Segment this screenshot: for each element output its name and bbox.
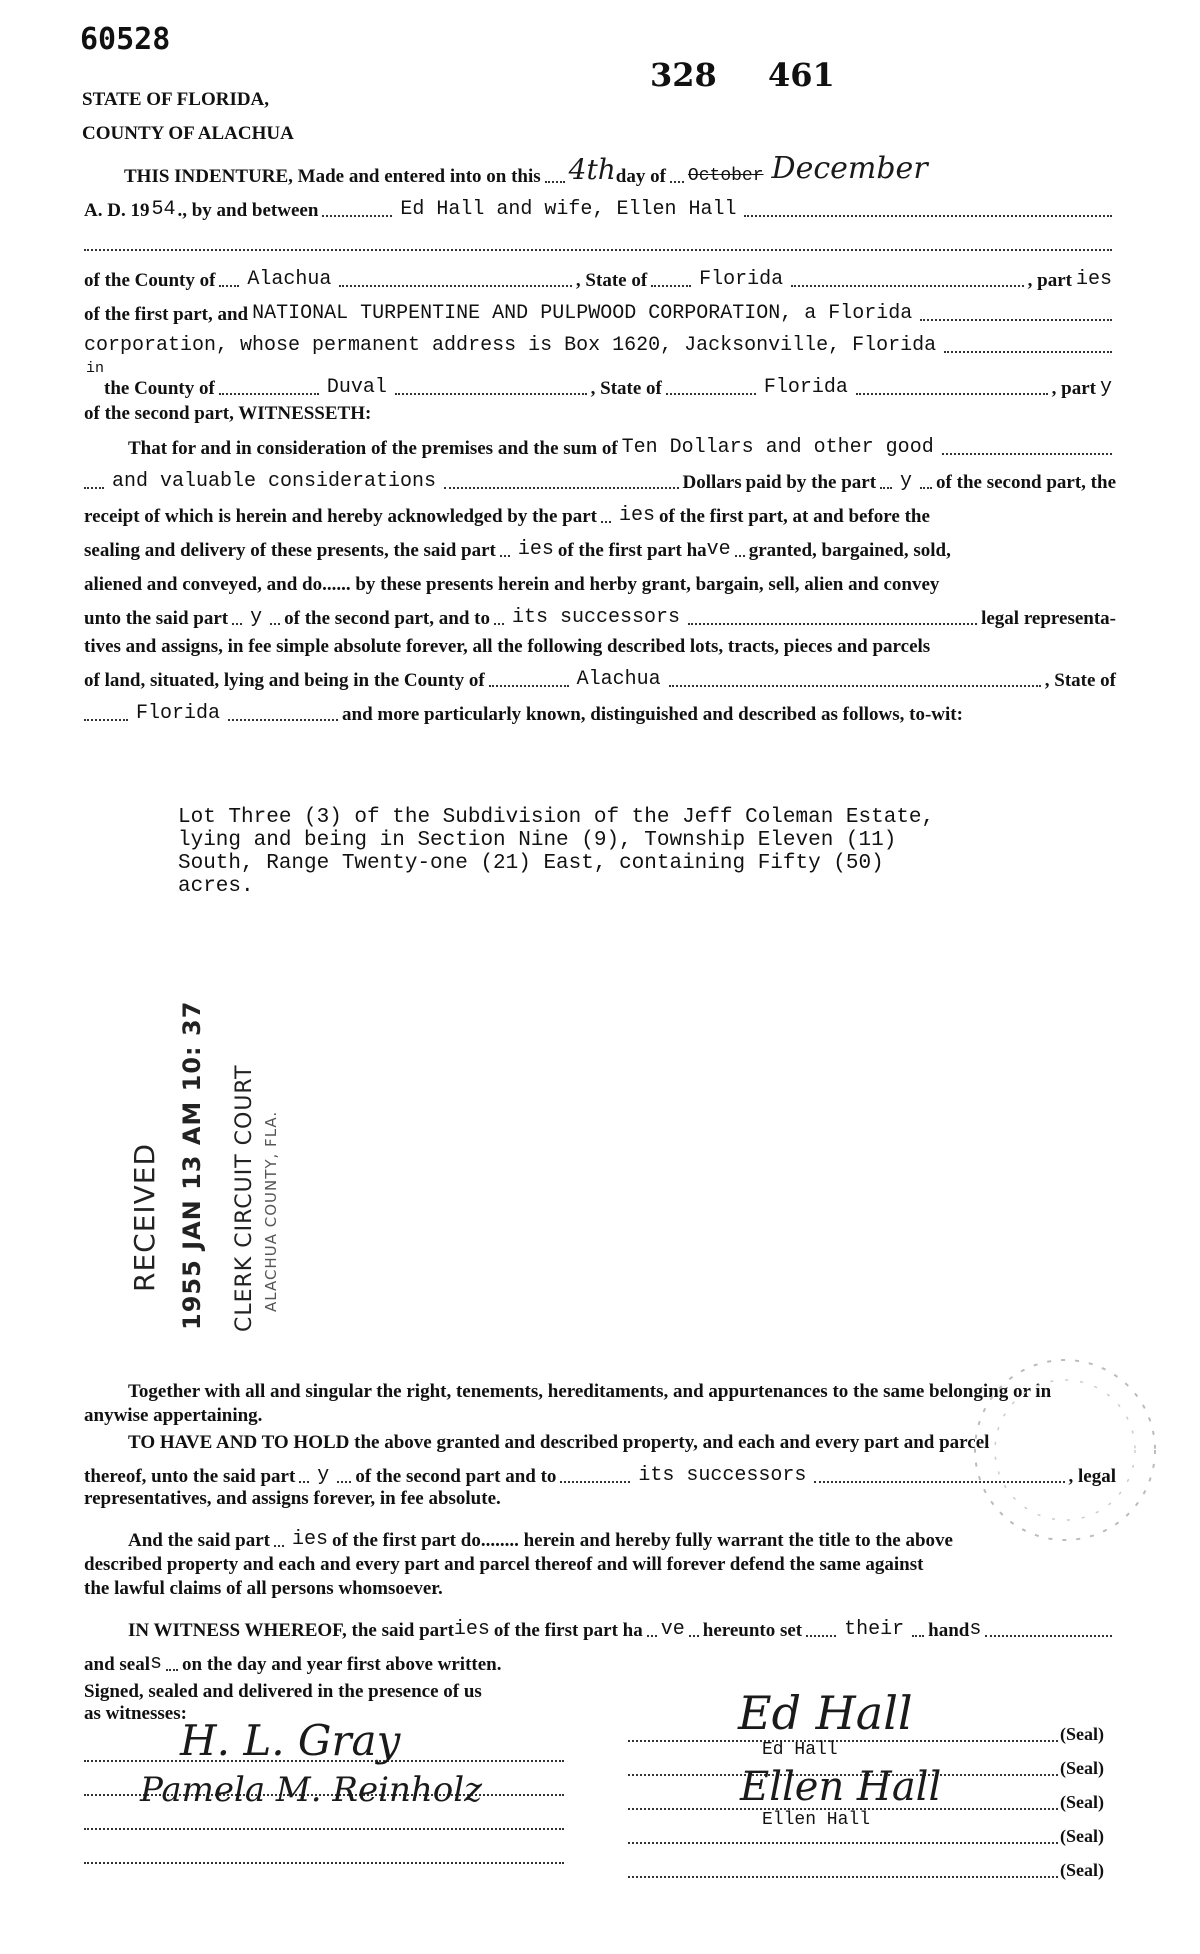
witnesseth: of the second part, WITNESSETH: [84,403,372,424]
second-party-county: Duval [326,376,387,399]
receipt-b: of the first part, at and before the [659,506,930,527]
witness1-signature: H. L. Gray [180,1716,401,1765]
ad-prefix: A. D. 19 [84,200,150,221]
seal-label-1: (Seal) [1060,1724,1104,1744]
land-state-row [84,698,1116,724]
unto-a: unto the said part [84,608,229,629]
document-number: 60528 [80,22,171,57]
paid-text: paid by the part [745,472,877,493]
grantor-line-5 [628,1876,1058,1878]
day-handwritten: 4th [568,153,616,186]
unto-c: legal representa- [981,608,1116,629]
month-handwritten: December [771,151,928,186]
sealing-ve: ve [706,538,731,561]
seal-label-2: (Seal) [1060,1758,1104,1778]
grantor1-typed-name: Ed Hall [762,1740,838,1760]
habendum-line3: representatives, and assigns forever, in fee absolute. [84,1488,501,1509]
second-party-county-row [84,372,1116,398]
of-second-text: of the second part, the [936,472,1116,493]
first-party-state: Florida [699,268,784,291]
seal-label-3: (Seal) [1060,1792,1104,1812]
property-description: Lot Three (3) of the Subdivision of the Jeff Coleman Estate, lying and being in Section Nine (9), Township Eleven (11) South, Range Twenty-one (21) East, containing Fifty (50) acres. [178,806,935,898]
land-state: Florida [136,702,221,725]
receipt-a: receipt of which is herein and hereby acknowledged by the part [84,506,598,527]
dollars-word: Dollars [682,472,742,493]
habendum-suffix: y [317,1464,330,1487]
unto-suffix: y [250,606,263,629]
grantor1-signature: Ed Hall [738,1686,913,1740]
part2-suffix: y [1100,376,1113,399]
warranty-a: And the said part [128,1530,270,1551]
warranty-suffix: ies [292,1528,329,1551]
year-value: 54 [151,198,176,221]
witness-s: s [969,1618,982,1641]
habendum-line2b: of the second part and to [355,1466,557,1487]
paid-suffix: y [900,470,913,493]
state-heading: STATE OF FLORIDA, [82,89,270,110]
warranty-row2 [84,1548,1116,1574]
habendum-line2a: thereof, unto the said part [84,1466,296,1487]
book-page-stamp: 328 461 [650,56,835,94]
sum-row [84,466,1116,492]
county-stamp: ALACHUA COUNTY, FLA. [262,1110,280,1312]
received-stamp: RECEIVED [128,1142,161,1292]
sealing-a: sealing and delivery of these presents, the said part [84,540,496,561]
receipt-row [84,500,1116,526]
received-date-stamp: 1955 JAN 13 AM 10: 37 [178,1000,206,1330]
signed-line2: as witnesses: [84,1703,187,1724]
grantor-line-1 [628,1740,1058,1742]
land-c: and more particularly known, distinguished and described as follows, to-wit: [342,704,963,725]
grantee-address-row [84,330,1116,356]
sealing-b: of the first part ha [557,540,707,561]
together-clause: Together with all and singular the right, tenements, hereditaments, and appurtenances to the same belonging or in anywise appertaining. [84,1381,1052,1426]
warranty-b: of the first part do........ herein and hereby fully warrant the title to the above [332,1530,953,1551]
sealing-suffix: ies [517,538,554,561]
witness-line2: and seal [84,1654,150,1675]
witness2-signature: Pamela M. Reinholz [140,1770,483,1810]
witness-row1 [84,1614,1116,1640]
warranty-line3: the lawful claims of all persons whomsoever. [84,1578,443,1599]
land-a: of land, situated, lying and being in the County of [84,670,485,691]
first-party-county-row [84,264,1116,290]
grantee-name: NATIONAL TURPENTINE AND PULPWOOD CORPORATION, a Florida [252,302,913,325]
grantee-row [84,298,1116,324]
land-row [84,664,1116,690]
witness-row2 [84,1648,1116,1674]
unto-b: of the second part, and to [284,608,490,629]
seal-label-4: (Seal) [1060,1826,1104,1846]
sum-line2: and valuable considerations [112,470,437,493]
part-label: , part [1027,270,1072,291]
witness-suffix: ies [453,1618,490,1641]
witness-d: hand [928,1620,970,1641]
witness-line-4 [84,1862,564,1864]
consideration-lead: That for and in consideration of the premises and the sum of [128,438,618,459]
notary-seal-emboss [960,1350,1170,1550]
second-party-state: Florida [763,376,848,399]
witness-line2b: on the day and year first above written. [182,1654,502,1675]
first-party-county: Alachua [247,268,332,291]
tives-row [84,630,1116,656]
sealing-c: granted, bargained, sold, [748,540,951,561]
witness-their: their [844,1618,905,1641]
habendum-line2c: , legal [1068,1466,1116,1487]
land-county: Alachua [576,668,661,691]
blank-line [84,228,1116,254]
successors-value: its successors [511,606,680,629]
sum-line1: Ten Dollars and other good [621,436,934,459]
unto-row [84,602,1116,628]
county-heading: COUNTY OF ALACHUA [82,123,294,144]
indenture-text: THIS INDENTURE, Made and entered into on this [124,166,541,187]
witness-a: IN WITNESS WHEREOF, the said part [128,1620,454,1641]
state2-label: , State of [590,378,662,399]
day-of-text: day of [615,166,666,187]
witness-ve: ve [660,1618,685,1641]
aliened-text: aliened and conveyed, and do...... by these presents herein and herby grant, bargain, sell, alien and convey [84,574,940,595]
county-label: of the County of [84,270,216,291]
clerk-stamp: CLERK CIRCUIT COURT [232,1064,257,1332]
county2-label: the County of [104,378,215,399]
warranty-line2: described property and each and every part and parcel thereof and will forever defend the same against [84,1554,924,1575]
witness-b: of the first part ha [493,1620,643,1641]
in-insert: in [86,360,105,377]
first-part-text: of the first part, and [84,304,249,325]
signed-line1: Signed, sealed and delivered in the presence of us [84,1681,482,1702]
grantor-names: Ed Hall and wife, Ellen Hall [400,198,737,221]
witness-c: hereunto set [702,1620,803,1641]
grantor2-typed-name: Ellen Hall [762,1810,871,1830]
habendum-line1: TO HAVE AND TO HOLD the above granted and described property, and each and every part and parcel [128,1432,990,1453]
witness-line-3 [84,1828,564,1830]
warranty-row3 [84,1572,1116,1598]
witness-line2-s: s [150,1652,163,1675]
between-text: ., by and between [177,200,319,221]
indenture-date-row [84,151,1116,187]
part2-label: , part [1051,378,1096,399]
grantor2-signature: Ellen Hall [740,1764,942,1810]
sealing-row [84,534,1116,560]
ad-row [84,194,1116,220]
land-b: , State of [1044,670,1116,691]
receipt-suffix: ies [619,504,656,527]
part1-suffix: ies [1075,268,1112,291]
month-struck: October [687,166,764,186]
habendum-successors: its successors [638,1464,807,1487]
grantor-line-4 [628,1842,1058,1844]
consideration-row [84,432,1116,458]
aliened-row [84,568,1116,594]
state-label: , State of [575,270,648,291]
tives-text: tives and assigns, in fee simple absolute forever, all the following described lots, tracts, pieces and parcels [84,636,931,657]
seal-label-5: (Seal) [1060,1860,1104,1880]
grantee-address: corporation, whose permanent address is Box 1620, Jacksonville, Florida [84,334,937,357]
